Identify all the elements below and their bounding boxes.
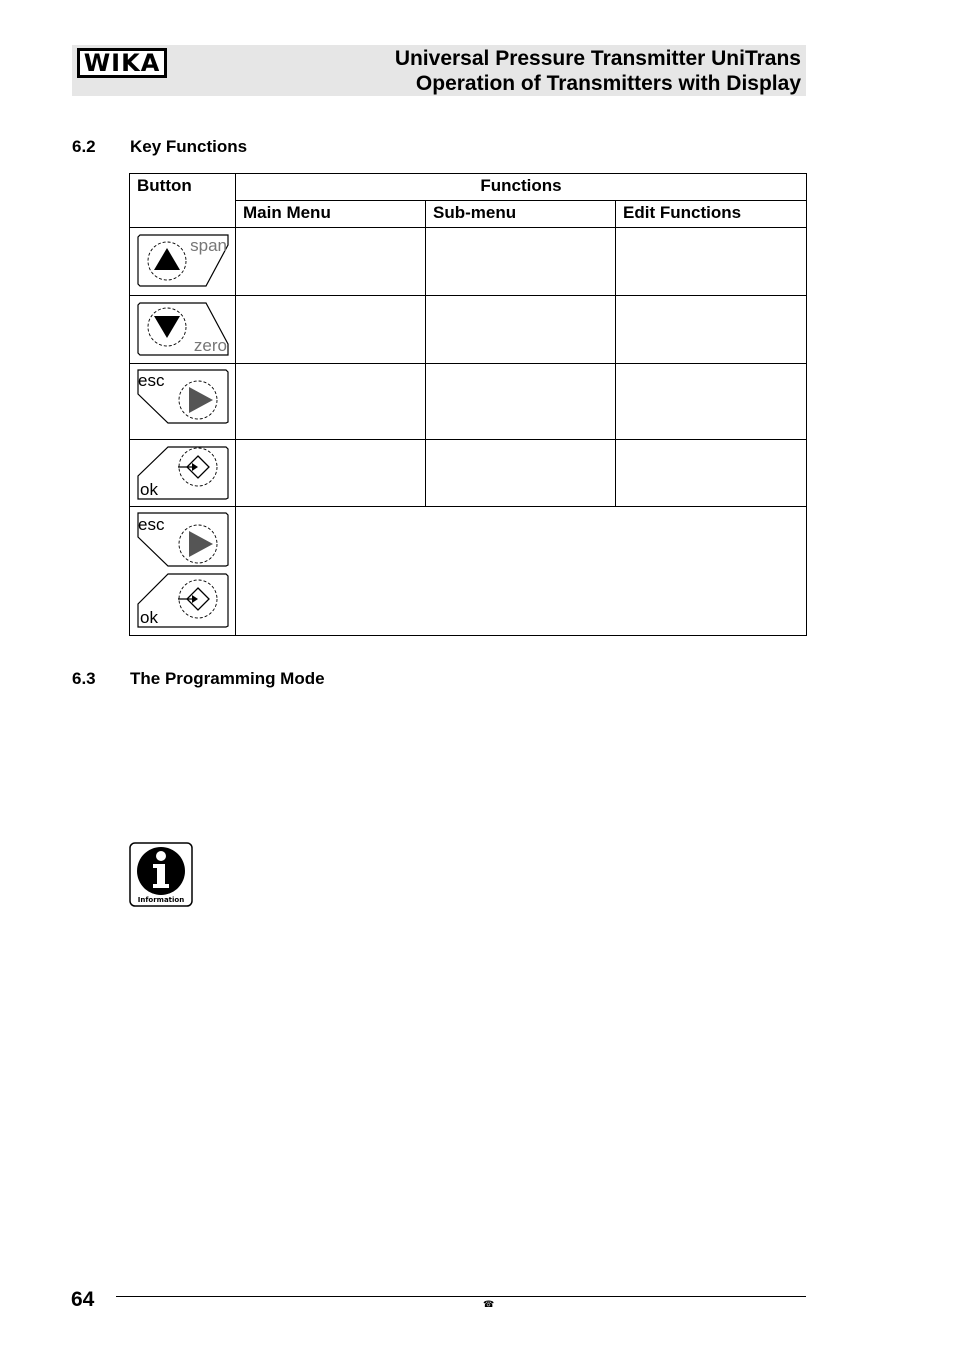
phone-icon: ☎ xyxy=(483,1299,495,1309)
combo-ok-key-label: ok xyxy=(140,608,158,627)
key-functions-table xyxy=(129,173,807,636)
title-line-2: Operation of Transmitters with Display xyxy=(415,72,801,95)
table-row xyxy=(130,364,807,440)
title-line-1: Universal Pressure Transmitter UniTrans xyxy=(394,47,801,70)
key-cell-zero xyxy=(130,296,236,364)
header-edit-functions-cell xyxy=(616,201,807,228)
zero-edit-cell xyxy=(616,296,807,364)
wika-logo xyxy=(77,48,167,78)
esc-ok-combination-icon xyxy=(130,507,234,635)
information-icon xyxy=(129,842,193,907)
span-sub-menu-cell xyxy=(426,228,616,296)
table-header-row xyxy=(130,174,807,201)
zero-sub-menu-cell xyxy=(426,296,616,364)
column-header-button: Button xyxy=(137,176,192,195)
header-button-cell xyxy=(130,174,236,228)
column-header-edit-functions: Edit Functions xyxy=(623,203,742,222)
esc-main-menu-cell xyxy=(236,364,426,440)
span-edit-cell xyxy=(616,228,807,296)
section-number-2: 6.3 xyxy=(72,669,96,688)
span-up-key-icon xyxy=(130,228,234,294)
table-row xyxy=(130,228,807,296)
zero-main-menu-cell xyxy=(236,296,426,364)
information-caption: Information xyxy=(137,896,185,904)
page-number: 64 xyxy=(71,1288,95,1311)
document-title xyxy=(395,46,801,96)
header-functions-cell xyxy=(236,174,807,201)
column-header-main-menu: Main Menu xyxy=(243,203,331,222)
table-row xyxy=(130,440,807,507)
column-header-functions: Functions xyxy=(480,176,562,195)
header-main-menu-cell xyxy=(236,201,426,228)
logo-text: WIKA xyxy=(83,49,161,77)
section-title-2: The Programming Mode xyxy=(130,669,325,688)
header-sub-menu-cell xyxy=(426,201,616,228)
ok-key-label: ok xyxy=(140,480,158,499)
span-main-menu-cell xyxy=(236,228,426,296)
key-cell-ok xyxy=(130,440,236,507)
column-header-sub-menu: Sub-menu xyxy=(433,203,517,222)
ok-enter-key-icon xyxy=(130,440,234,505)
esc-edit-cell xyxy=(616,364,807,440)
section-title: Key Functions xyxy=(130,137,248,156)
esc-key-label: esc xyxy=(138,371,165,390)
key-cell-esc-ok-combo xyxy=(130,507,236,636)
key-cell-span xyxy=(130,228,236,296)
combo-esc-key-label: esc xyxy=(138,515,165,534)
zero-key-label: zero xyxy=(193,336,227,355)
ok-sub-menu-cell xyxy=(426,440,616,507)
footer-rule xyxy=(116,1296,806,1297)
key-cell-esc xyxy=(130,364,236,440)
zero-down-key-icon xyxy=(130,296,234,362)
combo-functions-cell xyxy=(236,507,807,636)
table-row xyxy=(130,507,807,636)
ok-edit-cell xyxy=(616,440,807,507)
esc-right-key-icon xyxy=(130,364,234,438)
ok-main-menu-cell xyxy=(236,440,426,507)
section-number: 6.2 xyxy=(72,137,96,156)
table-row xyxy=(130,296,807,364)
span-key-label: span xyxy=(190,236,227,255)
esc-sub-menu-cell xyxy=(426,364,616,440)
